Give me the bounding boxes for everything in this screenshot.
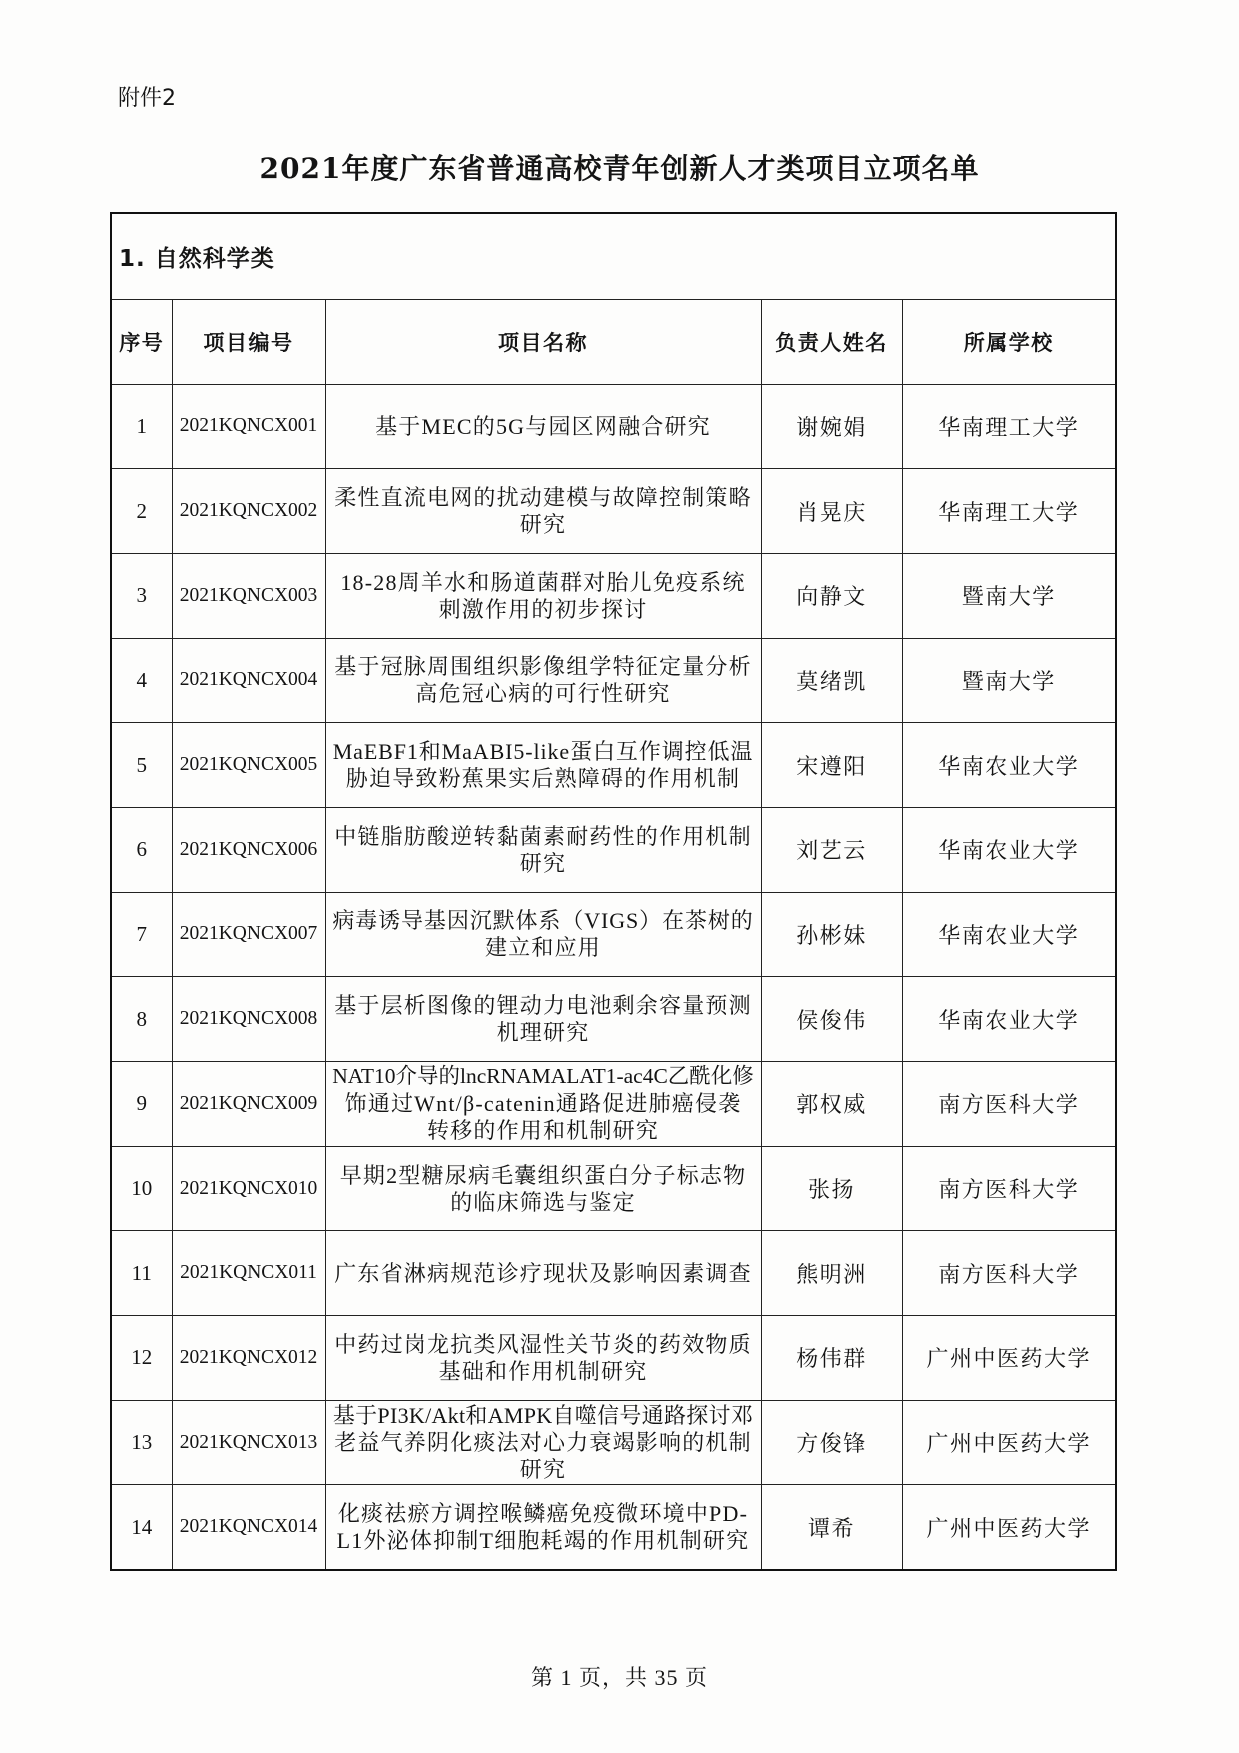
- table-row: [111, 1062, 1116, 1147]
- cell-project-name: [325, 1231, 761, 1316]
- cell-project-name: [325, 892, 761, 977]
- cell-school: 暨南大学: [902, 638, 1116, 723]
- cell-leader-name: 向静文: [761, 553, 902, 638]
- project-name-line: 病毒诱导基因沉默体系（VIGS）在茶树的: [332, 908, 754, 934]
- table-row: [111, 977, 1116, 1062]
- cell-school: 华南农业大学: [902, 807, 1116, 892]
- project-name-line: 高危冠心病的可行性研究: [415, 681, 671, 707]
- project-name-line: 柔性直流电网的扰动建模与故障控制策略: [334, 485, 752, 511]
- cell-project-name: [325, 1062, 761, 1147]
- cell-school: 华南农业大学: [902, 977, 1116, 1062]
- cell-project-code: 2021KQNCX002: [172, 469, 325, 554]
- cell-leader-name: 杨伟群: [761, 1316, 902, 1401]
- table-row: [111, 469, 1116, 554]
- cell-leader-name: 莫绪凯: [761, 638, 902, 723]
- table-row: [111, 638, 1116, 723]
- table-row: [111, 807, 1116, 892]
- project-name-line: 研究: [519, 850, 567, 876]
- cell-school: 广州中医药大学: [902, 1400, 1116, 1485]
- cell-index: 7: [111, 892, 172, 977]
- table-row: [111, 1316, 1116, 1401]
- project-name-line: 研究: [519, 1457, 567, 1483]
- cell-project-name: [325, 553, 761, 638]
- cell-school: 华南理工大学: [902, 469, 1116, 554]
- table-row: [111, 553, 1116, 638]
- cell-project-name: [325, 723, 761, 808]
- project-list-table: [110, 212, 1117, 1571]
- cell-school: 华南理工大学: [902, 384, 1116, 469]
- project-name-line: 广东省淋病规范诊疗现状及影响因素调查: [334, 1260, 752, 1286]
- cell-school: 南方医科大学: [902, 1062, 1116, 1147]
- project-name-line: NAT10介导的lncRNAMALAT1-ac4C乙酰化修: [332, 1064, 754, 1089]
- header-index: 序号: [111, 299, 172, 384]
- cell-project-name: [325, 638, 761, 723]
- cell-project-name: [325, 1485, 761, 1570]
- header-leader-name: 负责人姓名: [761, 299, 902, 384]
- project-name-line: 基于层析图像的锂动力电池剩余容量预测: [334, 993, 752, 1019]
- cell-project-code: 2021KQNCX010: [172, 1146, 325, 1231]
- project-name-line: 老益气养阴化痰法对心力衰竭影响的机制: [334, 1430, 752, 1456]
- cell-project-code: 2021KQNCX011: [172, 1231, 325, 1316]
- cell-index: 8: [111, 977, 172, 1062]
- cell-index: 10: [111, 1146, 172, 1231]
- project-name-line: 机理研究: [496, 1020, 590, 1046]
- project-name-line: 化痰祛瘀方调控喉鳞癌免疫微环境中PD-: [337, 1501, 749, 1527]
- project-name-line: 早期2型糖尿病毛囊组织蛋白分子标志物: [339, 1162, 747, 1188]
- cell-index: 1: [111, 384, 172, 469]
- project-name-line: 饰通过Wnt/β-catenin通路促进肺癌侵袭: [344, 1091, 742, 1117]
- cell-project-code: 2021KQNCX009: [172, 1062, 325, 1147]
- cell-leader-name: 宋遵阳: [761, 723, 902, 808]
- header-school: 所属学校: [902, 299, 1116, 384]
- cell-index: 5: [111, 723, 172, 808]
- project-name-line: 建立和应用: [484, 935, 601, 961]
- cell-index: 4: [111, 638, 172, 723]
- project-name-line: 研究: [519, 512, 567, 538]
- section-label: 1. 自然科学类: [111, 213, 1116, 299]
- cell-leader-name: 肖晃庆: [761, 469, 902, 554]
- cell-project-code: 2021KQNCX007: [172, 892, 325, 977]
- cell-leader-name: 郭权威: [761, 1062, 902, 1147]
- attachment-label: 附件2: [118, 86, 176, 111]
- cell-project-name: [325, 469, 761, 554]
- cell-school: 华南农业大学: [902, 723, 1116, 808]
- cell-index: 13: [111, 1400, 172, 1485]
- header-project-code: 项目编号: [172, 299, 325, 384]
- table-row: [111, 384, 1116, 469]
- table-row: [111, 892, 1116, 977]
- cell-leader-name: 谭希: [761, 1485, 902, 1570]
- cell-school: 广州中医药大学: [902, 1316, 1116, 1401]
- header-project-name: 项目名称: [325, 299, 761, 384]
- page-footer: 第 1 页，共 35 页: [530, 1665, 708, 1690]
- cell-index: 11: [111, 1231, 172, 1316]
- cell-project-code: 2021KQNCX001: [172, 384, 325, 469]
- cell-project-code: 2021KQNCX012: [172, 1316, 325, 1401]
- project-name-line: 中链脂肪酸逆转黏菌素耐药性的作用机制: [334, 823, 752, 849]
- cell-leader-name: 侯俊伟: [761, 977, 902, 1062]
- cell-leader-name: 方俊锋: [761, 1400, 902, 1485]
- cell-school: 南方医科大学: [902, 1231, 1116, 1316]
- section-row: [111, 213, 1116, 299]
- cell-project-name: [325, 807, 761, 892]
- cell-project-name: [325, 977, 761, 1062]
- cell-leader-name: 刘艺云: [761, 807, 902, 892]
- cell-project-name: [325, 1316, 761, 1401]
- cell-school: 暨南大学: [902, 553, 1116, 638]
- project-name-line: L1外泌体抑制T细胞耗竭的作用机制研究: [336, 1528, 750, 1554]
- project-name-line: 基础和作用机制研究: [438, 1358, 648, 1384]
- cell-project-code: 2021KQNCX008: [172, 977, 325, 1062]
- cell-leader-name: 谢婉娟: [761, 384, 902, 469]
- cell-project-code: 2021KQNCX014: [172, 1485, 325, 1570]
- project-name-line: 胁迫导致粉蕉果实后熟障碍的作用机制: [345, 766, 741, 792]
- page-title: 2021年度广东省普通高校青年创新人才类项目立项名单: [259, 152, 980, 185]
- cell-project-name: [325, 1400, 761, 1485]
- table-header-row: [111, 299, 1116, 384]
- cell-index: 6: [111, 807, 172, 892]
- cell-project-code: 2021KQNCX003: [172, 553, 325, 638]
- project-name-line: 刺激作用的初步探讨: [438, 596, 648, 622]
- table-row: [111, 1485, 1116, 1570]
- project-name-line: 中药过岗龙抗类风湿性关节炎的药效物质: [334, 1331, 752, 1357]
- project-name-line: MaEBF1和MaABI5-like蛋白互作调控低温: [332, 739, 754, 765]
- cell-project-code: 2021KQNCX013: [172, 1400, 325, 1485]
- cell-school: 南方医科大学: [902, 1146, 1116, 1231]
- project-name-line: 基于冠脉周围组织影像组学特征定量分析: [334, 654, 752, 680]
- project-name-line: 18-28周羊水和肠道菌群对胎儿免疫系统: [340, 569, 746, 595]
- cell-leader-name: 孙彬妹: [761, 892, 902, 977]
- table-row: [111, 723, 1116, 808]
- cell-leader-name: 张扬: [761, 1146, 902, 1231]
- cell-leader-name: 熊明洲: [761, 1231, 902, 1316]
- cell-project-code: 2021KQNCX006: [172, 807, 325, 892]
- table-row: [111, 1231, 1116, 1316]
- table-row: [111, 1400, 1116, 1485]
- cell-index: 9: [111, 1062, 172, 1147]
- cell-project-name: [325, 384, 761, 469]
- cell-index: 12: [111, 1316, 172, 1401]
- cell-project-code: 2021KQNCX004: [172, 638, 325, 723]
- cell-project-code: 2021KQNCX005: [172, 723, 325, 808]
- cell-index: 2: [111, 469, 172, 554]
- project-name-line: 基于PI3K/Akt和AMPK自噬信号通路探讨邓: [332, 1403, 754, 1429]
- cell-index: 3: [111, 553, 172, 638]
- cell-index: 14: [111, 1485, 172, 1570]
- cell-school: 华南农业大学: [902, 892, 1116, 977]
- project-name-line: 转移的作用和机制研究: [426, 1118, 659, 1144]
- project-name-line: 基于MEC的5G与园区网融合研究: [375, 413, 711, 439]
- table-row: [111, 1146, 1116, 1231]
- cell-project-name: [325, 1146, 761, 1231]
- project-name-line: 的临床筛选与鉴定: [450, 1189, 636, 1215]
- cell-school: 广州中医药大学: [902, 1485, 1116, 1570]
